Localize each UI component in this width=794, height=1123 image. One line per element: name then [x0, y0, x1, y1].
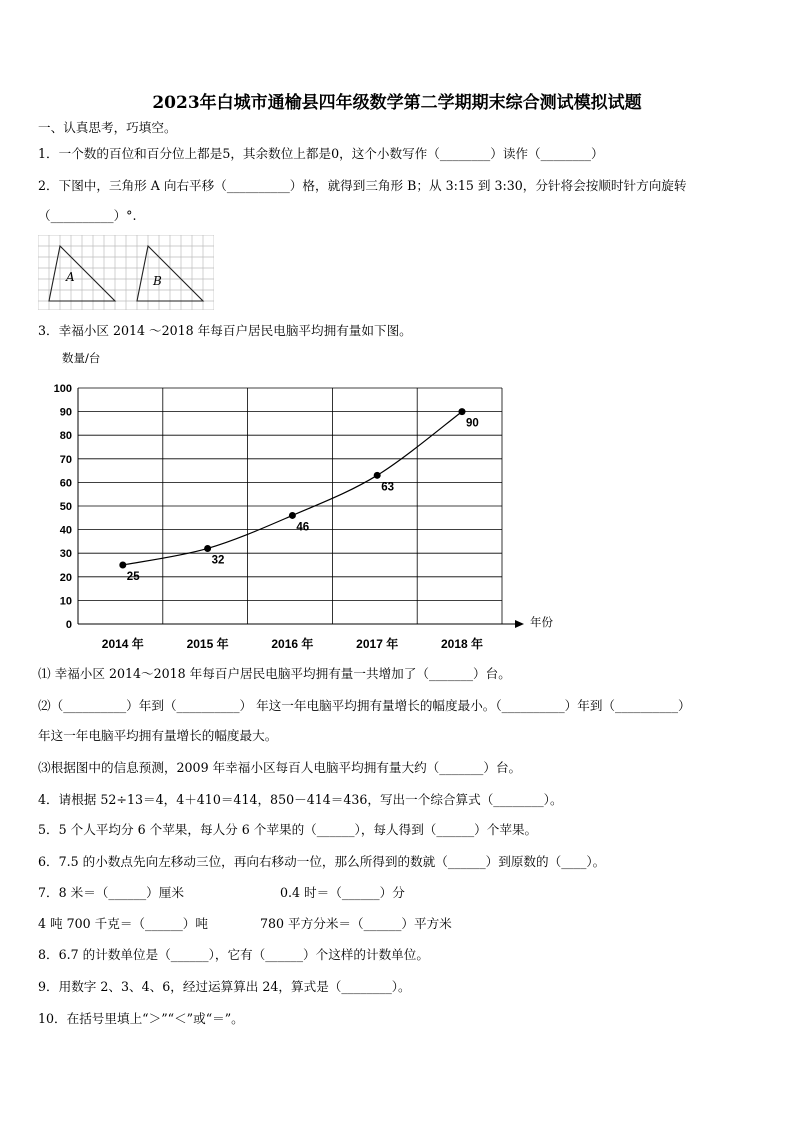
x-axis-label: 年份 [530, 615, 553, 629]
question-1: 1．一个数的百位和百分位上都是5，其余数位上都是0，这个小数写作（________）读作（________） [38, 146, 604, 161]
x-tick-label: 2017 年 [356, 637, 399, 651]
data-point [374, 472, 381, 479]
y-tick-label: 30 [59, 548, 72, 561]
triangle-b-label: B [153, 274, 162, 288]
x-tick-label: 2014 年 [101, 637, 144, 651]
y-tick-label: 100 [53, 383, 72, 395]
question-7-a: 7．8 米＝（______）厘米 [38, 885, 184, 900]
data-point [459, 408, 466, 415]
x-axis-arrow [515, 620, 524, 628]
question-10: 10．在括号里填上“＞”“＜”或“＝”。 [38, 1011, 244, 1026]
question-8: 8．6.7 的计数单位是（______），它有（______）个这样的计数单位。 [38, 947, 429, 962]
data-label: 25 [126, 571, 140, 583]
question-3: 3．幸福小区 2014 ～2018 年每百户居民电脑平均拥有量如下图。 [38, 323, 412, 338]
data-point [119, 562, 126, 569]
question-7-c: 4 吨 700 千克＝（______）吨 [38, 916, 208, 931]
data-label: 90 [466, 417, 479, 430]
question-4: 4．请根据 52÷13＝4，4＋410＝414，850－414＝436，写出一个综合算式（________）。 [38, 792, 563, 807]
data-label: 32 [211, 554, 225, 567]
x-tick-label: 2015 年 [186, 637, 229, 651]
computer-ownership-line-chart [38, 340, 558, 658]
y-tick-label: 90 [59, 406, 72, 419]
question-3-part-3: ⑶根据图中的信息预测，2009 年幸福小区每百人电脑平均拥有量大约（_______）台。 [38, 760, 522, 775]
question-2-line-2: （__________）°. [38, 208, 137, 223]
data-label: 46 [296, 521, 310, 534]
y-tick-label: 50 [59, 501, 72, 513]
y-tick-label: 80 [59, 430, 72, 443]
triangle-grid-figure [38, 235, 214, 310]
series-line [123, 412, 462, 565]
triangle-a-label: A [66, 270, 75, 284]
y-tick-label: 40 [59, 524, 72, 537]
data-label: 63 [381, 481, 394, 494]
data-point [204, 545, 211, 552]
x-tick-label: 2016 年 [271, 637, 314, 651]
question-9: 9．用数字 2、3、4、6，经过运算算出 24，算式是（________）。 [38, 979, 411, 994]
question-3-part-1: ⑴ 幸福小区 2014～2018 年每百户居民电脑平均拥有量一共增加了（_______）台。 [38, 666, 511, 681]
y-tick-label: 60 [59, 477, 72, 490]
y-tick-label: 70 [59, 453, 72, 466]
y-axis-label: 数量/台 [62, 351, 101, 365]
y-tick-label: 20 [59, 571, 72, 584]
section-heading: 一、认真思考，巧填空。 [38, 120, 177, 135]
question-7-d: 780 平方分米＝（______）平方米 [260, 916, 452, 931]
y-tick-label: 10 [59, 595, 72, 608]
data-point [289, 512, 296, 519]
y-tick-label: 0 [65, 619, 72, 631]
x-tick-label: 2018 年 [440, 637, 484, 651]
page-title: 2023年白城市通榆县四年级数学第二学期期末综合测试模拟试题 [152, 93, 642, 113]
question-3-part-2-line-2: 年这一年电脑平均拥有量增长的幅度最大。 [38, 728, 278, 743]
question-6: 6．7.5 的小数点先向左移动三位，再向右移动一位，那么所得到的数就（______）到原数的（____）。 [38, 854, 606, 869]
question-5: 5．5 个人平均分 6 个苹果，每人分 6 个苹果的（______），每人得到（______）个苹果。 [38, 822, 538, 837]
question-3-part-2-line-1: ⑵（__________）年到（__________） 年这一年电脑平均拥有量增长的幅度最小。（__________）年到（__________） [38, 698, 691, 713]
question-7-b: 0.4 时＝（______）分 [280, 885, 405, 900]
question-2-line-1: 2．下图中，三角形 A 向右平移（__________）格，就得到三角形 B；从 3:15 到 3:30，分针将会按顺时针方向旋转 [38, 178, 687, 193]
